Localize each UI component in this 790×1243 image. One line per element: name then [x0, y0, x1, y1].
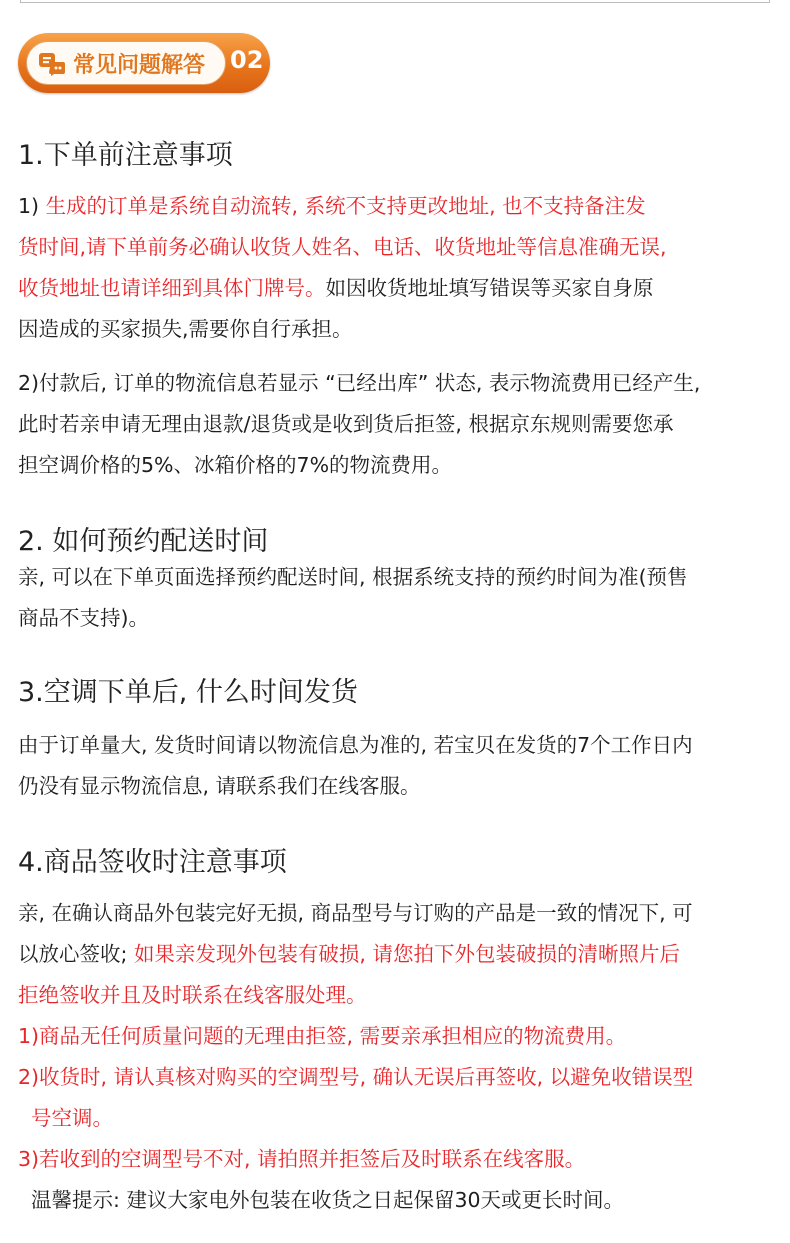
text-line: [18, 1180, 693, 1221]
text-segment: 生成的订单是系统自动流转, 系统不支持更改地址, 也不支持备注发: [45, 194, 646, 218]
text-segment: 此时若亲申请无理由退款/退货或是收到货后拒签, 根据京东规则需要您承: [18, 412, 674, 436]
paragraph: [18, 557, 688, 639]
text-line: [18, 725, 693, 766]
text-segment: 货时间,请下单前务必确认收货人姓名、电话、收货地址等信息准确无误,: [18, 235, 667, 259]
paragraph: [18, 893, 693, 1221]
text-segment: 号空调。: [18, 1106, 114, 1130]
text-line: [18, 557, 688, 598]
text-segment: 收货地址也请详细到具体门牌号。: [18, 276, 326, 300]
text-segment: 1)商品无任何质量问题的无理由拒签, 需要亲承担相应的物流费用。: [18, 1024, 627, 1048]
text-line: [18, 1057, 693, 1098]
text-segment: 因造成的买家损失,需要你自行承担。: [18, 317, 353, 341]
paragraph: [18, 186, 667, 350]
faq-badge-label: [26, 41, 226, 85]
text-line: [18, 1016, 693, 1057]
text-line: [18, 934, 693, 975]
text-segment: 温馨提示: 建议大家电外包装在收货之日起保留30天或更长时间。: [18, 1188, 625, 1212]
text-line: [18, 363, 700, 404]
text-segment: 由于订单量大, 发货时间请以物流信息为准的, 若宝贝在发货的7个工作日内: [18, 733, 693, 757]
text-segment: 拒绝签收并且及时联系在线客服处理。: [18, 983, 367, 1007]
text-segment: 仍没有显示物流信息, 请联系我们在线客服。: [18, 774, 421, 798]
text-segment: 亲, 可以在下单页面选择预约配送时间, 根据系统支持的预约时间为准(预售: [18, 565, 688, 589]
top-divider: [20, 0, 770, 3]
text-segment: 担空调价格的5%、冰箱价格的7%的物流费用。: [18, 453, 453, 477]
paragraph: [18, 725, 693, 807]
paragraph: [18, 363, 700, 486]
text-segment: 3)若收到的空调型号不对, 请拍照并拒签后及时联系在线客服。: [18, 1147, 586, 1171]
section-heading: 1.下单前注意事项: [18, 140, 233, 171]
text-segment: 如因收货地址填写错误等买家自身原: [325, 276, 654, 300]
text-segment: 以放心签收;: [18, 942, 134, 966]
section-heading: 3.空调下单后, 什么时间发货: [18, 677, 358, 708]
text-line: [18, 309, 667, 350]
text-segment: 亲, 在确认商品外包装完好无损, 商品型号与订购的产品是一致的情况下, 可: [18, 901, 693, 925]
text-line: [18, 893, 693, 934]
text-segment: 如果亲发现外包装有破损, 请您拍下外包装破损的清晰照片后: [133, 942, 680, 966]
section-heading: 2. 如何预约配送时间: [18, 526, 269, 557]
text-line: [18, 1098, 693, 1139]
faq-title: 常见问题解答: [73, 52, 206, 78]
text-line: [18, 598, 688, 639]
text-segment: 2)收货时, 请认真核对购买的空调型号, 确认无误后再签收, 以避免收错误型: [18, 1065, 694, 1089]
text-line: [18, 1139, 693, 1180]
text-line: [18, 268, 667, 309]
text-line: [18, 186, 667, 227]
text-line: [18, 404, 700, 445]
customer-service-icon: [37, 50, 67, 76]
section-heading: 4.商品签收时注意事项: [18, 847, 287, 878]
text-segment: 2)付款后, 订单的物流信息若显示 “已经出库” 状态, 表示物流费用已经产生,: [18, 371, 701, 395]
text-line: [18, 445, 700, 486]
faq-badge: [18, 33, 270, 93]
text-line: [18, 975, 693, 1016]
text-line: [18, 766, 693, 807]
text-line: [18, 227, 667, 268]
text-segment: 商品不支持)。: [18, 606, 149, 630]
faq-number: 02: [230, 46, 264, 74]
text-segment: 1): [18, 194, 46, 218]
